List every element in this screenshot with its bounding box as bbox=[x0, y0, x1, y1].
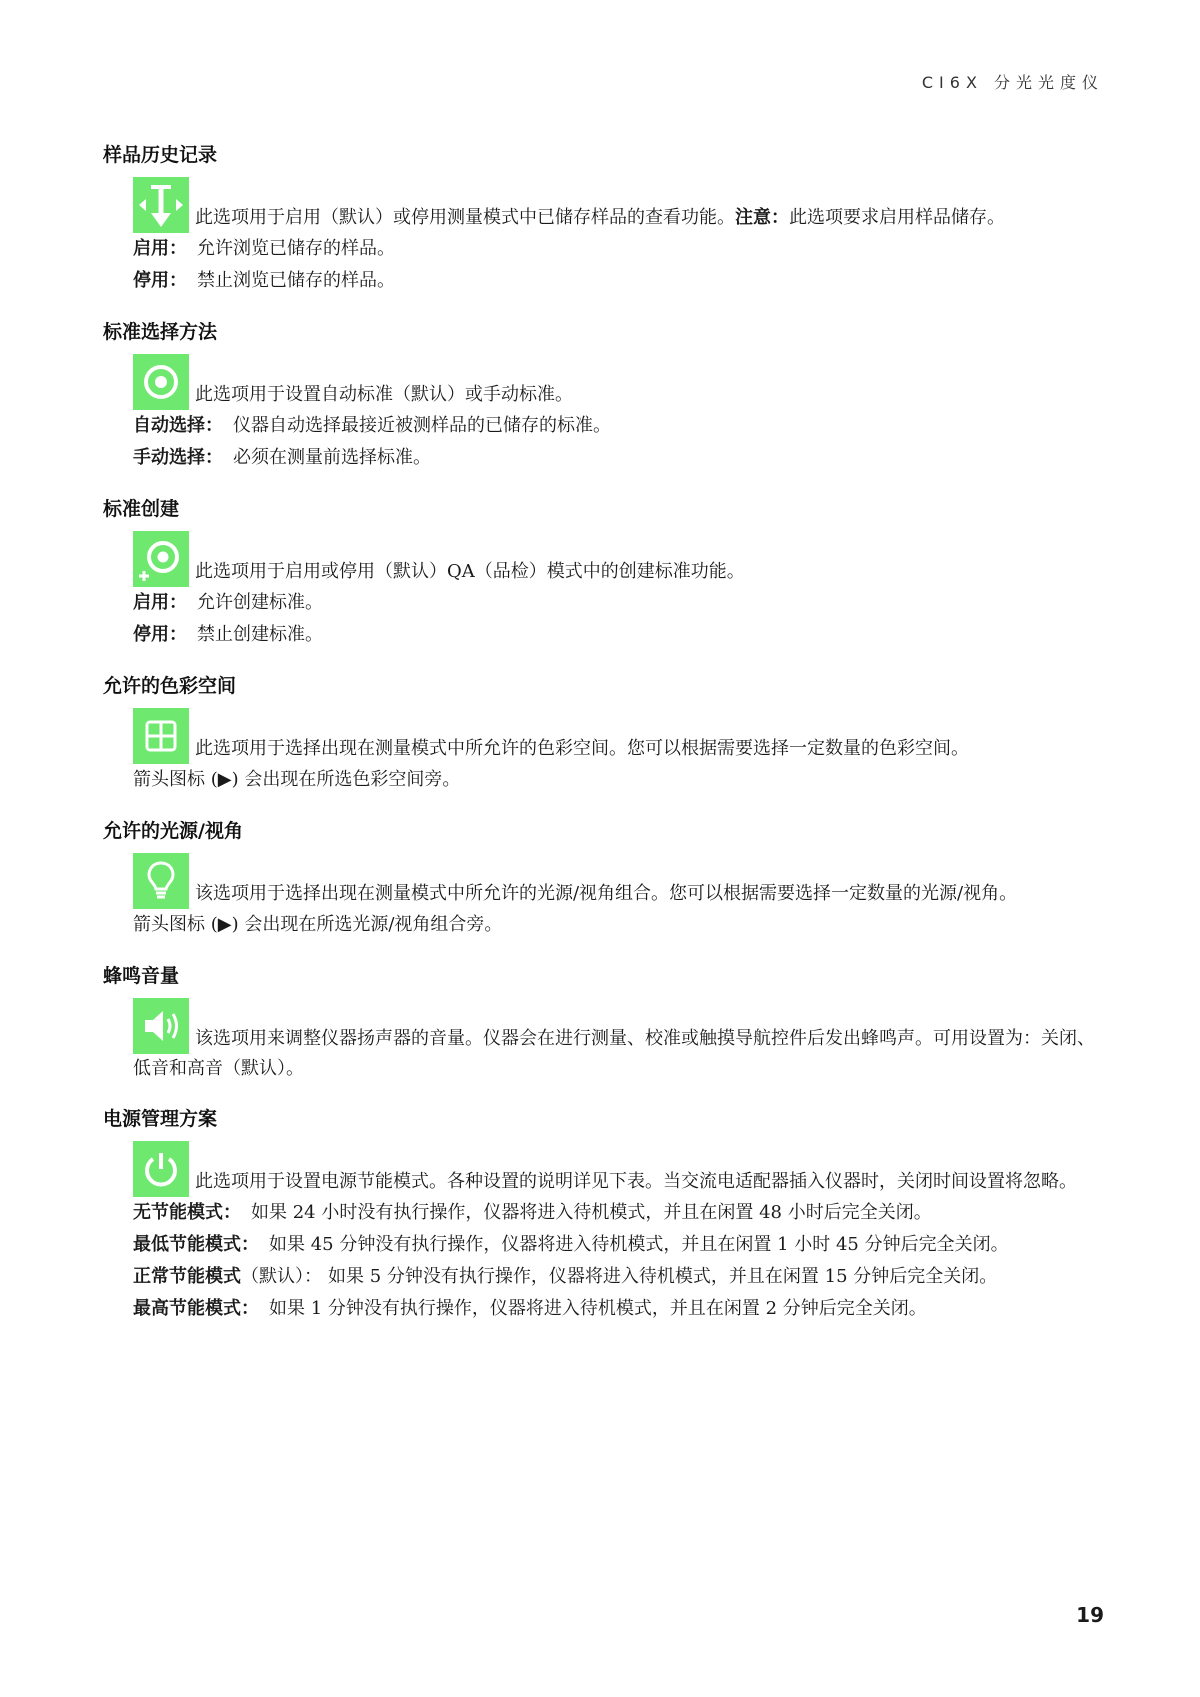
section-color-spaces bbox=[103, 671, 1103, 796]
section-title: 允许的光源/视角 bbox=[103, 820, 243, 842]
section-illuminants bbox=[103, 816, 1103, 941]
list-item: 启用： 允许创建标准。 bbox=[133, 592, 323, 613]
arrow-note: 箭头图标 (▶) 会出现在所选色彩空间旁。 bbox=[133, 769, 461, 790]
section-title: 蜂鸣音量 bbox=[103, 965, 180, 987]
section-description: 该选项用于选择出现在测量模式中所允许的光源/视角组合。您可以根据需要选择一定数量的光源/视角。 bbox=[133, 853, 1103, 909]
section-description: 此选项用于设置电源节能模式。各种设置的说明详见下表。当交流电适配器插入仪器时，关闭时间设置将忽略。 bbox=[133, 1141, 1103, 1197]
list-item: 正常节能模式（默认）： 如果 5 分钟没有执行操作，仪器将进入待机模式，并且在闲置 15 分钟后完全关闭。 bbox=[133, 1266, 998, 1287]
navigation-arrows-icon bbox=[133, 177, 189, 233]
section-description: 此选项用于启用（默认）或停用测量模式中已储存样品的查看功能。注意：此选项要求启用样品储存。 bbox=[133, 177, 1103, 233]
list-item: 停用： 禁止创建标准。 bbox=[133, 624, 323, 645]
note-label: 注意： bbox=[735, 207, 789, 228]
list-item: 启用： 允许浏览已储存的样品。 bbox=[133, 238, 395, 259]
list-item: 最低节能模式： 如果 45 分钟没有执行操作，仪器将进入待机模式，并且在闲置 1 小时 45 分钟后完全关闭。 bbox=[133, 1234, 1009, 1255]
section-title: 标准选择方法 bbox=[103, 321, 218, 343]
section-standard-selection bbox=[103, 317, 1103, 474]
section-description: 此选项用于启用或停用（默认）QA（品检）模式中的创建标准功能。 bbox=[133, 531, 1103, 587]
section-title: 电源管理方案 bbox=[103, 1108, 218, 1130]
speaker-icon bbox=[133, 998, 189, 1054]
page-number: 19 bbox=[1076, 1603, 1104, 1627]
list-item: 停用： 禁止浏览已储存的样品。 bbox=[133, 270, 395, 291]
lightbulb-icon bbox=[133, 853, 189, 909]
section-title: 样品历史记录 bbox=[103, 144, 218, 166]
list-item: 无节能模式： 如果 24 小时没有执行操作，仪器将进入待机模式，并且在闲置 48 小时后完全关闭。 bbox=[133, 1202, 932, 1223]
target-plus-icon bbox=[133, 531, 189, 587]
arrow-note: 箭头图标 (▶) 会出现在所选光源/视角组合旁。 bbox=[133, 914, 503, 935]
section-beep-volume bbox=[103, 961, 1103, 1084]
section-description: 此选项用于选择出现在测量模式中所允许的色彩空间。您可以根据需要选择一定数量的色彩空间。 bbox=[133, 708, 1103, 764]
target-icon bbox=[133, 354, 189, 410]
section-description: 该选项用来调整仪器扬声器的音量。仪器会在进行测量、校准或触摸导航控件后发出蜂鸣声。可用设置为：关闭、低音和高音（默认）。 bbox=[133, 998, 1103, 1084]
running-header: CI6X 分光光度仪 bbox=[921, 73, 1104, 92]
section-standard-creation bbox=[103, 494, 1103, 651]
list-item: 手动选择： 必须在测量前选择标准。 bbox=[133, 447, 431, 468]
section-sample-history bbox=[103, 140, 1103, 297]
section-title: 标准创建 bbox=[103, 498, 180, 520]
page-content bbox=[103, 140, 1103, 1339]
section-title: 允许的色彩空间 bbox=[103, 675, 237, 697]
list-item: 自动选择： 仪器自动选择最接近被测样品的已储存的标准。 bbox=[133, 415, 611, 436]
power-icon bbox=[133, 1141, 189, 1197]
section-power-management bbox=[103, 1104, 1103, 1325]
grid-icon bbox=[133, 708, 189, 764]
section-description: 此选项用于设置自动标准（默认）或手动标准。 bbox=[133, 354, 1103, 410]
list-item: 最高节能模式： 如果 1 分钟没有执行操作，仪器将进入待机模式，并且在闲置 2 分钟后完全关闭。 bbox=[133, 1298, 927, 1319]
